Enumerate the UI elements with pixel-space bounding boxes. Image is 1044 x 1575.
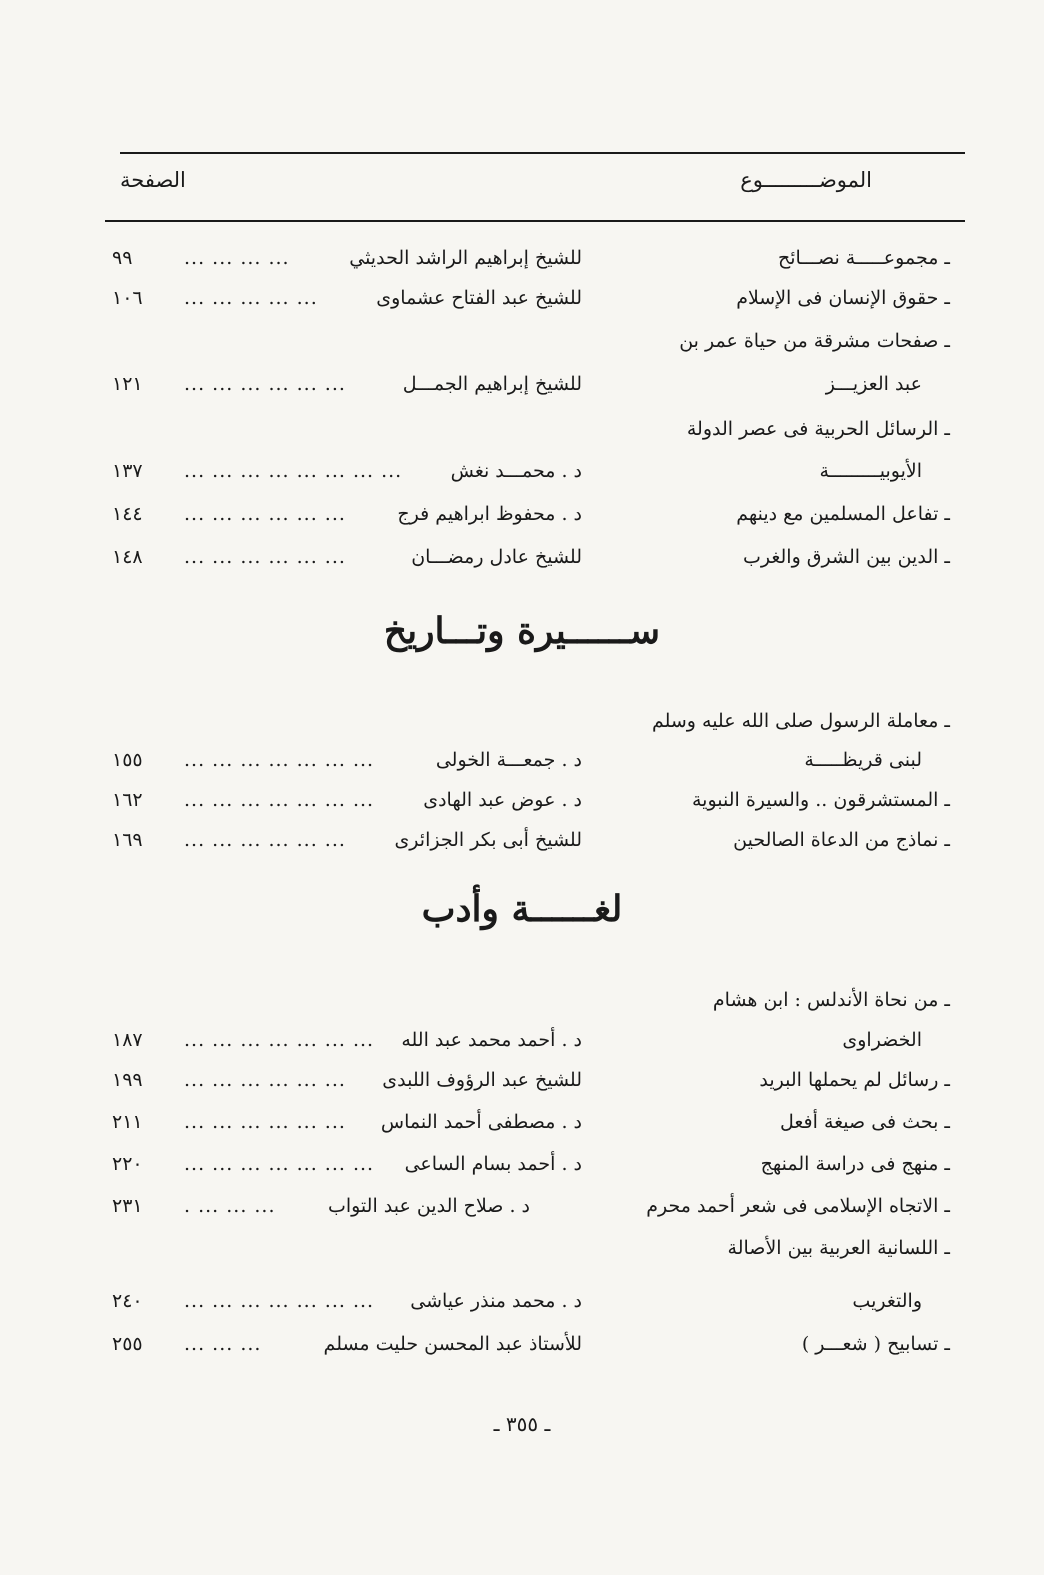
entry-topic: ـ تفاعل المسلمين مع دينهم: [736, 503, 950, 525]
entry-leader-dots: ... ... ... ... ... ...: [184, 1069, 346, 1091]
entry-leader-dots: ... ... ... .: [184, 1195, 276, 1217]
toc-entry: [112, 982, 950, 1018]
toc-entry: [112, 366, 950, 402]
entry-page-number: ١٢١: [112, 373, 143, 395]
toc-entry: [112, 496, 950, 532]
entry-topic: الخضراوى: [842, 1029, 922, 1051]
entry-page-number: ٢٤٠: [112, 1290, 143, 1312]
entry-page-number: ١٠٦: [112, 287, 143, 309]
entry-page-number: ١٦٢: [112, 789, 143, 811]
entry-page-number: ٢١١: [112, 1111, 143, 1133]
toc-entry: [112, 703, 950, 739]
entry-author: د . جمعـــة الخولى: [435, 749, 582, 771]
toc-entry: [112, 822, 950, 858]
entry-leader-dots: ... ... ...: [184, 1333, 262, 1355]
entry-leader-dots: ... ... ... ... ... ... ...: [184, 1290, 375, 1312]
toc-entry: [112, 1326, 950, 1362]
entry-topic: ـ رسائل لم يحملها البريد: [759, 1069, 950, 1091]
entry-topic: لبنى قريظـــــة: [804, 749, 922, 771]
entry-topic: ـ حقوق الإنسان فى الإسلام: [736, 287, 950, 309]
entry-topic: ـ الدين بين الشرق والغرب: [742, 546, 950, 568]
toc-entry: [112, 1230, 950, 1266]
entry-topic: ـ مجموعـــــة نصـــائح: [777, 247, 950, 269]
entry-topic: ـ الرسائل الحربية فى عصر الدولة: [686, 418, 950, 440]
toc-entry: [112, 1062, 950, 1098]
entry-author: د . صلاح الدين عبد التواب: [327, 1195, 530, 1217]
entry-topic: الأيوبيـــــــــة: [819, 460, 922, 482]
toc-entry: [112, 1022, 950, 1058]
entry-topic: ـ صفحات مشرقة من حياة عمر بن: [679, 330, 950, 352]
header-page: الصفحة: [120, 168, 186, 192]
entry-page-number: ٢٣١: [112, 1195, 143, 1217]
entry-author: د . محفوظ ابراهيم فرج: [397, 503, 582, 525]
entry-author: د . أحمد محمد عبد الله: [401, 1029, 582, 1051]
entry-leader-dots: ... ... ... ... ... ...: [184, 829, 346, 851]
entry-author: د . محمـــد نغش: [450, 460, 582, 482]
entry-leader-dots: ... ... ... ... ... ... ... ...: [184, 460, 403, 482]
entry-author: د . مصطفى أحمد النماس: [380, 1111, 582, 1133]
entry-leader-dots: ... ... ... ... ... ... ...: [184, 789, 375, 811]
top-rule: [120, 152, 965, 154]
entry-leader-dots: ... ... ... ... ... ... ...: [184, 749, 375, 771]
header-rule: [105, 220, 965, 222]
toc-entry: [112, 240, 950, 276]
toc-entry: [112, 742, 950, 778]
entry-topic: ـ منهج فى دراسة المنهج: [760, 1153, 950, 1175]
section-title: ســــــيرة وتـــاريخ: [383, 610, 661, 652]
toc-entry: [112, 280, 950, 316]
entry-author: د . محمد منذر عياشى: [410, 1290, 582, 1312]
entry-topic: ـ تسابيح ( شعـــر ): [801, 1333, 950, 1355]
entry-leader-dots: ... ... ... ... ... ...: [184, 546, 346, 568]
toc-entry: [112, 1188, 950, 1224]
entry-page-number: ١٤٤: [112, 503, 143, 525]
entry-leader-dots: ... ... ... ... ...: [184, 287, 318, 309]
toc-entry: [112, 782, 950, 818]
entry-topic: ـ اللسانية العربية بين الأصالة: [727, 1237, 950, 1259]
toc-entry: [112, 453, 950, 489]
toc-entry: [112, 323, 950, 359]
entry-topic: عبد العزيـــز: [825, 373, 922, 395]
header-topic: الموضـــــــــوع: [740, 168, 872, 192]
entry-author: للشيخ عبد الفتاح عشماوى: [376, 287, 582, 309]
entry-topic: ـ من نحاة الأندلس : ابن هشام: [712, 989, 950, 1011]
entry-page-number: ١٥٥: [112, 749, 143, 771]
toc-entry: [112, 1283, 950, 1319]
entry-page-number: ١٦٩: [112, 829, 143, 851]
entry-author: للشيخ إبراهيم الجمـــل: [402, 373, 582, 395]
toc-entry: [112, 411, 950, 447]
entry-topic: ـ نماذج من الدعاة الصالحين: [733, 829, 950, 851]
entry-leader-dots: ... ... ... ...: [184, 247, 290, 269]
entry-page-number: ١٤٨: [112, 546, 143, 568]
toc-entry: [112, 1146, 950, 1182]
entry-author: للشيخ عادل رمضـــان: [411, 546, 582, 568]
entry-leader-dots: ... ... ... ... ... ... ...: [184, 1029, 375, 1051]
entry-topic: ـ معاملة الرسول صلى الله عليه وسلم: [651, 710, 950, 732]
toc-entry: [112, 539, 950, 575]
page-number: ـ ٣٥٥ ـ: [493, 1412, 551, 1436]
entry-page-number: ١٩٩: [112, 1069, 143, 1091]
toc-entry: [112, 1104, 950, 1140]
section-title: لغــــــة وأدب: [421, 888, 623, 930]
entry-author: د . عوض عبد الهادى: [423, 789, 582, 811]
entry-page-number: ٩٩: [112, 247, 133, 269]
entry-page-number: ١٨٧: [112, 1029, 143, 1051]
entry-page-number: ٢٢٠: [112, 1153, 143, 1175]
entry-topic: ـ المستشرقون .. والسيرة النبوية: [691, 789, 950, 811]
entry-author: للشيخ عبد الرؤوف اللبدى: [382, 1069, 582, 1091]
entry-page-number: ١٣٧: [112, 460, 143, 482]
entry-author: د . أحمد بسام الساعى: [404, 1153, 582, 1175]
entry-topic: ـ بحث فى صيغة أفعل: [780, 1111, 950, 1133]
entry-page-number: ٢٥٥: [112, 1333, 143, 1355]
entry-author: للشيخ إبراهيم الراشد الحديثي: [349, 247, 582, 269]
entry-leader-dots: ... ... ... ... ... ... ...: [184, 1153, 375, 1175]
entry-topic: ـ الاتجاه الإسلامى فى شعر أحمد محرم: [646, 1195, 950, 1217]
entry-author: للشيخ أبى بكر الجزائرى: [394, 829, 582, 851]
entry-leader-dots: ... ... ... ... ... ...: [184, 1111, 346, 1133]
entry-leader-dots: ... ... ... ... ... ...: [184, 503, 346, 525]
entry-author: للأستاذ عبد المحسن حليت مسلم: [323, 1333, 582, 1355]
entry-topic: والتغريب: [852, 1290, 922, 1312]
entry-leader-dots: ... ... ... ... ... ...: [184, 373, 346, 395]
